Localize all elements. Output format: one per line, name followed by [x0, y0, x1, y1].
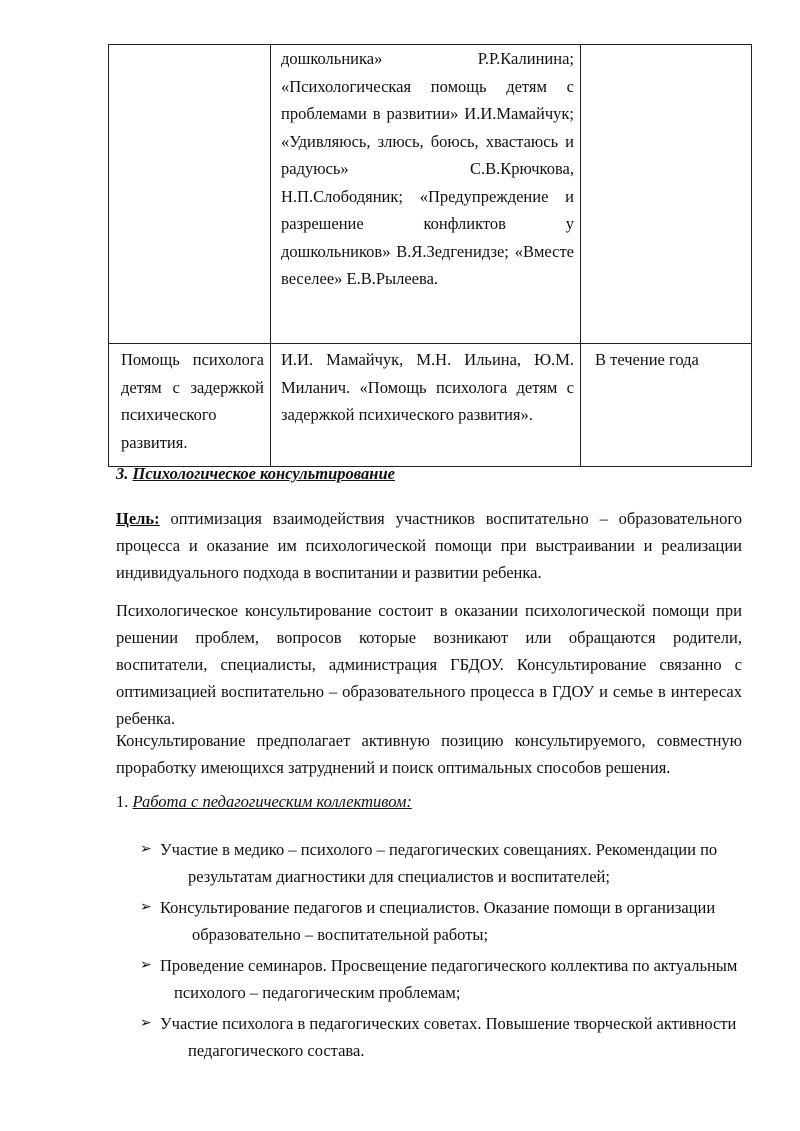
list-item-continuation: образовательно – воспитательной работы;	[192, 925, 489, 944]
assumes-paragraph: Консультирование предполагает активную позицию консультируемого, совместную проработку имеющихся затруднений и поиск оптимальных способов решения.	[116, 731, 742, 777]
list-item	[140, 894, 742, 948]
subsection-heading	[116, 792, 412, 812]
table-cell-period: В течение года	[581, 344, 752, 467]
table-cell-literature: И.И. Мамайчук, М.Н. Ильина, Ю.М. Миланич. «Помощь психолога детям с задержкой психического развития».	[271, 344, 581, 467]
arrow-right-outline-icon: ➢	[140, 1015, 152, 1031]
list-item-continuation: результатам диагностики для специалистов и воспитателей;	[188, 867, 610, 886]
section-title: Психологическое консультирование	[132, 464, 395, 483]
bullet-list	[140, 836, 742, 1068]
section-number: 3.	[116, 464, 129, 483]
table-row	[109, 45, 752, 344]
goal-text: оптимизация взаимодействия участников воспитательно – образовательного процесса и оказание им психологической помощи при выстраивании и реализации индивидуального подхода в воспитании и развитии ребенка.	[116, 509, 742, 582]
consulting-paragraph: Психологическое консультирование состоит в оказании психологической помощи при решении проблем, вопросов которые возникают или обращаются родители, воспитатели, специалисты, администрация ГБДОУ. Консультирование связанно с оптимизацией воспитательно – образовательного процесса в ГДОУ и семье в интересах ребенка.	[116, 601, 742, 728]
table-cell-topic: Помощь психолога детям с задержкой психического развития.	[109, 344, 271, 467]
goal-paragraph	[116, 505, 742, 586]
list-item-text: Участие психолога в педагогических советах. Повышение творческой активности	[160, 1014, 737, 1033]
subsection-number: 1.	[116, 792, 129, 811]
methodology-table	[108, 44, 752, 467]
goal-label: Цель:	[116, 509, 160, 528]
list-item-continuation: педагогического состава.	[188, 1041, 365, 1060]
arrow-right-outline-icon: ➢	[140, 841, 152, 857]
table-cell-literature: дошкольника» Р.Р.Калинина; «Психологическая помощь детям с проблемами в развитии» И.И.Мамайчук; «Удивляюсь, злюсь, боюсь, хвастаюсь и радуюсь» С.В.Крючкова, Н.П.Слободяник; «Предупреждение и разрешение конфликтов у дошкольников» В.Я.Зедгенидзе; «Вместе веселее» Е.В.Рылеева.	[271, 45, 581, 344]
section-heading	[116, 464, 395, 484]
list-item	[140, 1010, 742, 1064]
list-item-text: Проведение семинаров. Просвещение педагогического коллектива по актуальным	[160, 956, 738, 975]
list-item	[140, 836, 742, 890]
arrow-right-outline-icon: ➢	[140, 957, 152, 973]
subsection-title: Работа с педагогическим коллективом:	[132, 792, 412, 811]
table-cell-topic	[109, 45, 271, 344]
table-cell-period	[581, 45, 752, 344]
list-item-text: Участие в медико – психолого – педагогических совещаниях. Рекомендации по	[160, 840, 718, 859]
list-item	[140, 952, 742, 1006]
table-row	[109, 344, 752, 467]
arrow-right-outline-icon: ➢	[140, 899, 152, 915]
list-item-continuation: психолого – педагогическим проблемам;	[174, 983, 461, 1002]
list-item-text: Консультирование педагогов и специалистов. Оказание помощи в организации	[160, 898, 716, 917]
